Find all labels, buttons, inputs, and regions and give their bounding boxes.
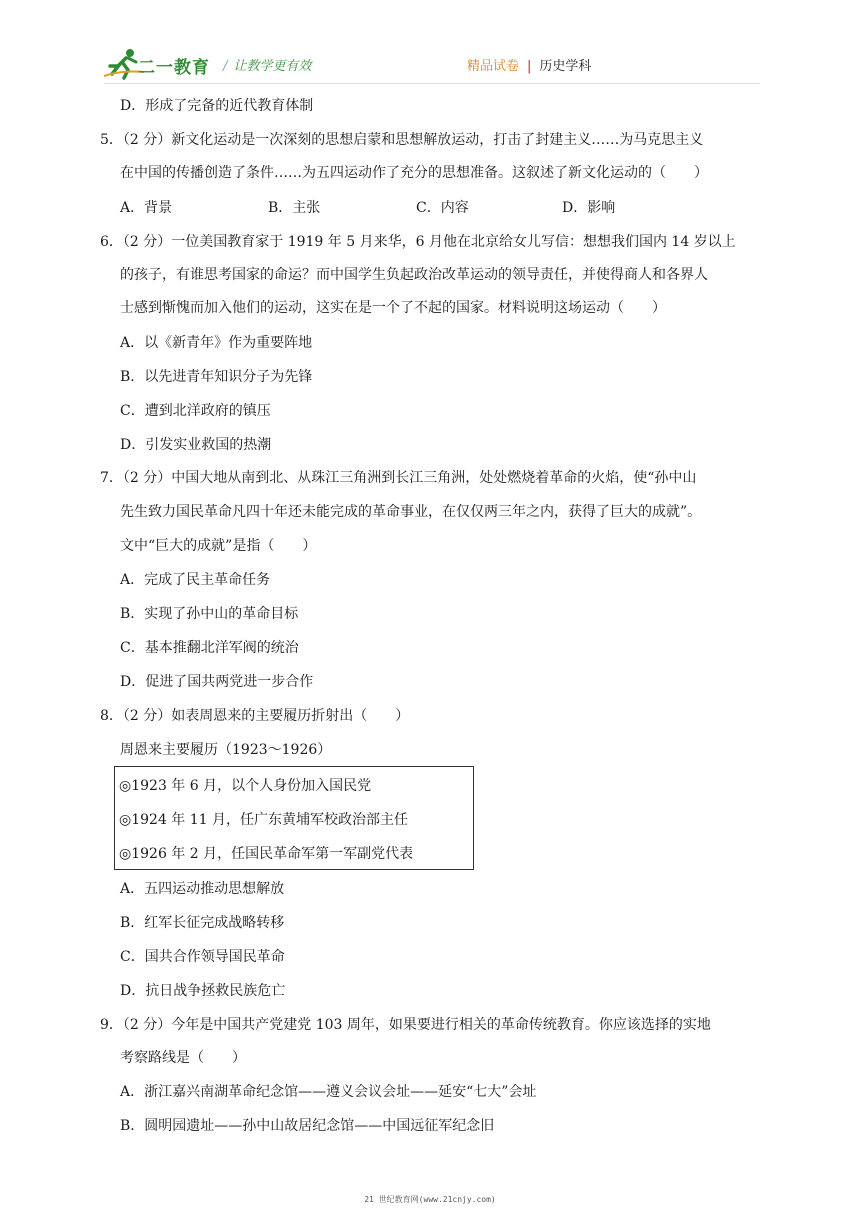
q7-stem-line3: 文中“巨大的成就”是指（ ） bbox=[120, 538, 317, 554]
q6-option-a: A．以《新青年》作为重要阵地 bbox=[120, 335, 313, 351]
tag-subject: 历史学科 bbox=[539, 59, 592, 74]
logo-text: 二一教育 bbox=[138, 58, 210, 78]
header-tags bbox=[467, 55, 591, 74]
q8-table-row-3: ◎1926 年 2 月，任国民革命军第一军副党代表 bbox=[119, 846, 414, 862]
q9-option-a: A．浙江嘉兴南湖革命纪念馆——遵义会议会址——延安“七大”会址 bbox=[120, 1084, 537, 1100]
q8-table-row-1: ◎1923 年 6 月，以个人身份加入国民党 bbox=[119, 778, 372, 794]
page-header bbox=[0, 0, 860, 88]
q6-stem-line2: 的孩子，有谁思考国家的命运？而中国学生负起政治改革运动的领导责任，并使得商人和各界人 bbox=[120, 267, 708, 283]
q7-stem-line1: 7．（2 分）中国大地从南到北、从珠江三角洲到长江三角洲，处处燃烧着革命的火焰，使“孙中山 bbox=[100, 470, 697, 486]
q8-option-a: A．五四运动推动思想解放 bbox=[120, 881, 285, 897]
page-footer: 21 世纪教育网(www.21cnjy.com) bbox=[364, 1195, 496, 1204]
q4-option-d: D．形成了完备的近代教育体制 bbox=[120, 98, 314, 114]
q8-option-b: B．红军长征完成战略转移 bbox=[120, 915, 285, 931]
q6-option-b: B．以先进青年知识分子为先锋 bbox=[120, 369, 313, 385]
q8-table-row-2: ◎1924 年 11 月，任广东黄埔军校政治部主任 bbox=[119, 812, 409, 828]
q7-option-a: A．完成了民主革命任务 bbox=[120, 572, 271, 588]
q9-option-b: B．圆明园遗址——孙中山故居纪念馆——中国远征军纪念旧 bbox=[120, 1118, 495, 1134]
q8-table bbox=[114, 766, 474, 870]
q8-table-caption: 周恩来主要履历（1923～1926） bbox=[120, 742, 332, 758]
tag-separator: | bbox=[527, 59, 532, 74]
q5-stem-line1: 5．（2 分）新文化运动是一次深刻的思想启蒙和思想解放运动，打击了封建主义……为马克思主义 bbox=[100, 132, 704, 148]
q7-option-b: B．实现了孙中山的革命目标 bbox=[120, 606, 299, 622]
q6-option-c: C．遭到北洋政府的镇压 bbox=[120, 403, 271, 419]
q7-option-c: C．基本推翻北洋军阀的统治 bbox=[120, 640, 299, 656]
q9-stem-line2: 考察路线是（ ） bbox=[120, 1050, 246, 1066]
q5-option-b: B．主张 bbox=[268, 200, 321, 216]
q5-option-d: D．影响 bbox=[562, 200, 616, 216]
q9-stem-line1: 9．（2 分）今年是中国共产党建党 103 周年，如果要进行相关的革命传统教育。你应该选择的实地 bbox=[100, 1017, 711, 1033]
q8-option-c: C．国共合作领导国民革命 bbox=[120, 949, 285, 965]
q6-stem-line3: 士感到惭愧而加入他们的运动，这实在是一个了不起的国家。材料说明这场运动（ ） bbox=[120, 300, 666, 316]
q6-stem-line1: 6．（2 分）一位美国教育家于 1919 年 5 月来华，6 月他在北京给女儿写信：想想我们国内 14 岁以上 bbox=[100, 234, 736, 250]
slogan bbox=[223, 55, 311, 74]
slogan-separator: / bbox=[223, 59, 228, 74]
q7-stem-line2: 先生致力国民革命凡四十年还未能完成的革命事业，在仅仅两三年之内，获得了巨大的成就”。 bbox=[120, 504, 702, 520]
q8-option-d: D．抗日战争拯救民族危亡 bbox=[120, 983, 286, 999]
q7-option-d: D．促进了国共两党进一步合作 bbox=[120, 674, 314, 690]
q6-option-d: D．引发实业救国的热潮 bbox=[120, 437, 272, 453]
q8-stem: 8．（2 分）如表周恩来的主要履历折射出（ ） bbox=[100, 708, 410, 724]
q5-stem-line2: 在中国的传播创造了条件……为五四运动作了充分的思想准备。这叙述了新文化运动的（ ） bbox=[120, 165, 708, 181]
q5-option-c: C．内容 bbox=[416, 200, 469, 216]
slogan-text: 让教学更有效 bbox=[233, 59, 312, 74]
header-divider bbox=[104, 83, 760, 84]
q5-option-a: A．背景 bbox=[120, 200, 173, 216]
tag-premium: 精品试卷 bbox=[467, 59, 520, 74]
